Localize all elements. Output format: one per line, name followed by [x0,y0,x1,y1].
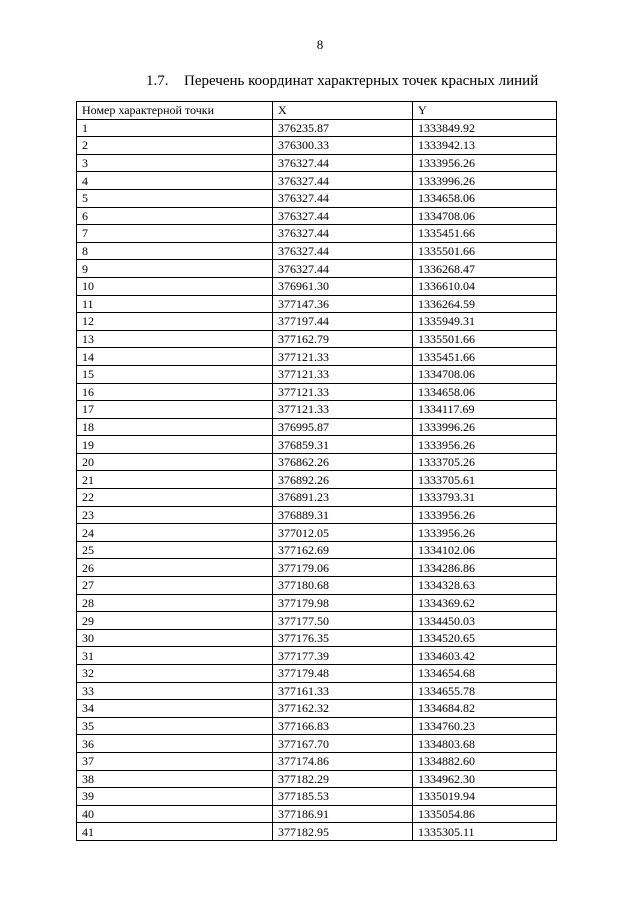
point-number-cell: 5 [77,189,273,207]
table-row [77,471,557,489]
y-cell: 1336268.47 [413,260,557,278]
x-cell: 376892.26 [273,471,413,489]
table-row [77,189,557,207]
table-row [77,752,557,770]
table-row [77,524,557,542]
table-row [77,700,557,718]
x-cell: 376859.31 [273,436,413,454]
point-number-cell: 9 [77,260,273,278]
point-number-cell: 29 [77,612,273,630]
table-row [77,717,557,735]
x-cell: 377177.39 [273,647,413,665]
y-cell: 1334708.06 [413,365,557,383]
x-cell: 376300.33 [273,137,413,155]
point-number-cell: 41 [77,823,273,841]
table-row [77,277,557,295]
y-cell: 1333942.13 [413,137,557,155]
x-cell: 377167.70 [273,735,413,753]
table-row [77,260,557,278]
point-number-cell: 31 [77,647,273,665]
x-cell: 377161.33 [273,682,413,700]
point-number-cell: 10 [77,277,273,295]
x-cell: 377185.53 [273,788,413,806]
x-cell: 377121.33 [273,401,413,419]
y-cell: 1335949.31 [413,313,557,331]
y-cell: 1333996.26 [413,172,557,190]
point-number-cell: 32 [77,665,273,683]
x-cell: 377179.98 [273,594,413,612]
point-number-cell: 7 [77,225,273,243]
x-cell: 377180.68 [273,577,413,595]
point-number-cell: 24 [77,524,273,542]
y-cell: 1335054.86 [413,805,557,823]
table-row [77,225,557,243]
point-number-cell: 16 [77,383,273,401]
x-cell: 376327.44 [273,242,413,260]
table-row [77,383,557,401]
table-row [77,559,557,577]
table-row [77,735,557,753]
y-cell: 1336610.04 [413,277,557,295]
section-number: 1.7. [146,73,169,89]
table-row [77,665,557,683]
table-row [77,805,557,823]
y-cell: 1335305.11 [413,823,557,841]
table-row [77,242,557,260]
table-row [77,506,557,524]
x-cell: 377182.29 [273,770,413,788]
x-cell: 376862.26 [273,453,413,471]
y-cell: 1334760.23 [413,717,557,735]
point-number-cell: 37 [77,752,273,770]
section-title-text: Перечень координат характерных точек красных линий [184,73,539,89]
table-row [77,541,557,559]
point-number-cell: 26 [77,559,273,577]
table-row [77,207,557,225]
table-row [77,612,557,630]
y-cell: 1335501.66 [413,242,557,260]
point-number-cell: 8 [77,242,273,260]
table-row [77,577,557,595]
x-cell: 377176.35 [273,629,413,647]
point-number-cell: 27 [77,577,273,595]
x-cell: 377147.36 [273,295,413,313]
x-cell: 376327.44 [273,225,413,243]
x-cell: 377121.33 [273,348,413,366]
y-cell: 1334102.06 [413,541,557,559]
y-cell: 1334882.60 [413,752,557,770]
table-row [77,647,557,665]
table-row [77,348,557,366]
x-cell: 377177.50 [273,612,413,630]
table-header-row [77,102,557,120]
point-number-cell: 17 [77,401,273,419]
table-body [77,119,557,840]
table-row [77,629,557,647]
x-cell: 377174.86 [273,752,413,770]
point-number-cell: 21 [77,471,273,489]
x-cell: 377121.33 [273,383,413,401]
y-cell: 1336264.59 [413,295,557,313]
table-row [77,295,557,313]
table-row [77,365,557,383]
table-row [77,489,557,507]
y-cell: 1333705.26 [413,453,557,471]
point-number-cell: 2 [77,137,273,155]
x-cell: 376327.44 [273,260,413,278]
point-number-cell: 14 [77,348,273,366]
coordinates-table [76,101,557,841]
point-number-cell: 28 [77,594,273,612]
x-cell: 376235.87 [273,119,413,137]
y-cell: 1334658.06 [413,189,557,207]
table-row [77,418,557,436]
y-cell: 1334655.78 [413,682,557,700]
y-cell: 1333793.31 [413,489,557,507]
x-cell: 376961.30 [273,277,413,295]
x-cell: 376327.44 [273,172,413,190]
y-cell: 1333956.26 [413,506,557,524]
table-row [77,401,557,419]
x-cell: 377162.32 [273,700,413,718]
table-row [77,788,557,806]
y-cell: 1335019.94 [413,788,557,806]
y-cell: 1334369.62 [413,594,557,612]
y-cell: 1335451.66 [413,348,557,366]
table-row [77,682,557,700]
point-number-cell: 22 [77,489,273,507]
table-row [77,594,557,612]
y-cell: 1334803.68 [413,735,557,753]
table-row [77,154,557,172]
y-cell: 1333849.92 [413,119,557,137]
x-cell: 377166.83 [273,717,413,735]
y-cell: 1333705.61 [413,471,557,489]
point-number-cell: 11 [77,295,273,313]
y-cell: 1335451.66 [413,225,557,243]
table-row [77,823,557,841]
header-point-number: Номер характерной точки [77,102,273,120]
point-number-cell: 6 [77,207,273,225]
x-cell: 377012.05 [273,524,413,542]
point-number-cell: 38 [77,770,273,788]
y-cell: 1334708.06 [413,207,557,225]
x-cell: 377179.48 [273,665,413,683]
point-number-cell: 12 [77,313,273,331]
y-cell: 1334684.82 [413,700,557,718]
point-number-cell: 15 [77,365,273,383]
point-number-cell: 23 [77,506,273,524]
point-number-cell: 4 [77,172,273,190]
y-cell: 1333956.26 [413,524,557,542]
x-cell: 376891.23 [273,489,413,507]
point-number-cell: 40 [77,805,273,823]
x-cell: 376889.31 [273,506,413,524]
point-number-cell: 19 [77,436,273,454]
point-number-cell: 39 [77,788,273,806]
x-cell: 377179.06 [273,559,413,577]
table-row [77,172,557,190]
x-cell: 377197.44 [273,313,413,331]
point-number-cell: 1 [77,119,273,137]
x-cell: 376327.44 [273,189,413,207]
x-cell: 377121.33 [273,365,413,383]
point-number-cell: 33 [77,682,273,700]
y-cell: 1334962.30 [413,770,557,788]
table-row [77,436,557,454]
page-number: 8 [316,37,324,52]
point-number-cell: 35 [77,717,273,735]
header-x: X [273,102,413,120]
header-y: Y [413,102,557,120]
y-cell: 1333956.26 [413,436,557,454]
table-row [77,137,557,155]
x-cell: 377162.69 [273,541,413,559]
table-row [77,330,557,348]
point-number-cell: 30 [77,629,273,647]
point-number-cell: 18 [77,418,273,436]
point-number-cell: 34 [77,700,273,718]
point-number-cell: 13 [77,330,273,348]
y-cell: 1334286.86 [413,559,557,577]
section-title [146,72,538,90]
table-row [77,770,557,788]
y-cell: 1334658.06 [413,383,557,401]
y-cell: 1334450.03 [413,612,557,630]
x-cell: 377186.91 [273,805,413,823]
x-cell: 376327.44 [273,207,413,225]
x-cell: 377162.79 [273,330,413,348]
x-cell: 376327.44 [273,154,413,172]
point-number-cell: 20 [77,453,273,471]
point-number-cell: 3 [77,154,273,172]
y-cell: 1334117.69 [413,401,557,419]
y-cell: 1334603.42 [413,647,557,665]
y-cell: 1333956.26 [413,154,557,172]
y-cell: 1333996.26 [413,418,557,436]
y-cell: 1334654.68 [413,665,557,683]
point-number-cell: 25 [77,541,273,559]
point-number-cell: 36 [77,735,273,753]
x-cell: 376995.87 [273,418,413,436]
x-cell: 377182.95 [273,823,413,841]
table-row [77,119,557,137]
table-row [77,313,557,331]
y-cell: 1335501.66 [413,330,557,348]
table-row [77,453,557,471]
y-cell: 1334328.63 [413,577,557,595]
y-cell: 1334520.65 [413,629,557,647]
